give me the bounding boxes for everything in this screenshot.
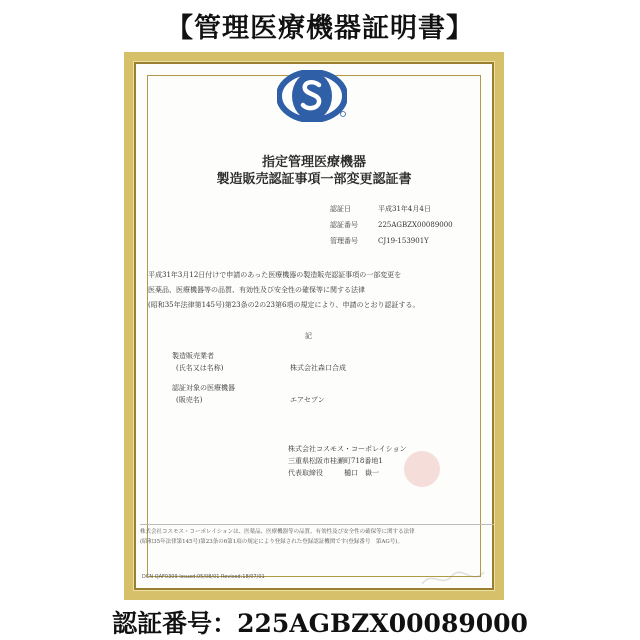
issuer-address: 三重県松阪市桂瀬町718番地1 [288,457,383,465]
meta-key: 認証番号 [330,221,358,229]
manufacturer-label: 製造販売業者 [172,352,214,360]
page-title: 【管理医療機器証明書】 [166,13,474,44]
certificate-body [148,268,468,313]
device-label-block [172,382,235,406]
cosmos-logo-icon [277,70,347,122]
meta-value: 225AGBZX00089000 [378,221,453,229]
body-line: 医薬品、医療機器等の品質、有効性及び安全性の確保等に関する法律 [148,286,365,294]
footnote-line: 株式会社コスモス・コーポレイションは、医薬品、医療機器等の品質、有効性及び安全性の確保等に関する法律 [140,529,415,535]
watermark-icon [418,566,488,590]
meta-value: 平成31年4月4日 [378,205,431,213]
meta-row-cert-number [330,217,453,233]
certificate-meta [330,201,453,249]
footer-cert-number: 認証番号：225AGBZX00089000 [112,609,528,638]
certificate-frame [124,52,504,600]
ki-heading: 記 [305,332,312,340]
manufacturer-value: 株式会社森口合成 [290,364,346,372]
meta-value: CJ19-153901Y [378,237,429,245]
meta-row-date [330,201,453,217]
device-label: 認証対象の医療機器 [172,384,235,392]
body-line: (昭和35年法律第145号)第23条の2の23第6項の規定により、申請のとおり認証する。 [148,301,420,309]
certificate-title [124,154,504,188]
certificate-title-line1: 指定管理医療機器 [261,155,366,170]
issuer-block [288,443,407,479]
certificate-footnote [140,524,494,547]
red-seal-icon [404,451,440,487]
meta-key: 認証日 [330,205,351,213]
device-sublabel: (販売名) [176,396,203,404]
document-id: DCN QAF0309 Issued:05/08/01 Revised:18/07/01 [142,574,265,580]
issuer-name: 株式会社コスモス・コーポレイション [288,445,407,453]
meta-key: 管理番号 [330,237,358,245]
footnote-line: (昭和35年法律第145号)第23条の6第1項の規定により登録された登録認証機関です(登録番号 第AG号)。 [140,539,403,545]
body-line: 平成31年3月12日付けで申請のあった医療機器の製造販売認証事項の一部変更を [148,271,402,279]
meta-row-control-number [330,233,453,249]
manufacturer-label-block [172,350,223,374]
device-value: エアセブン [290,396,325,404]
certificate-inner-border [147,75,481,577]
certificate-title-line2: 製造販売認証事項一部変更認証書 [216,172,412,187]
issuer-representative: 代表取締役 樋口 嶽一 [288,469,379,477]
manufacturer-sublabel: (氏名又は名称) [176,364,224,372]
